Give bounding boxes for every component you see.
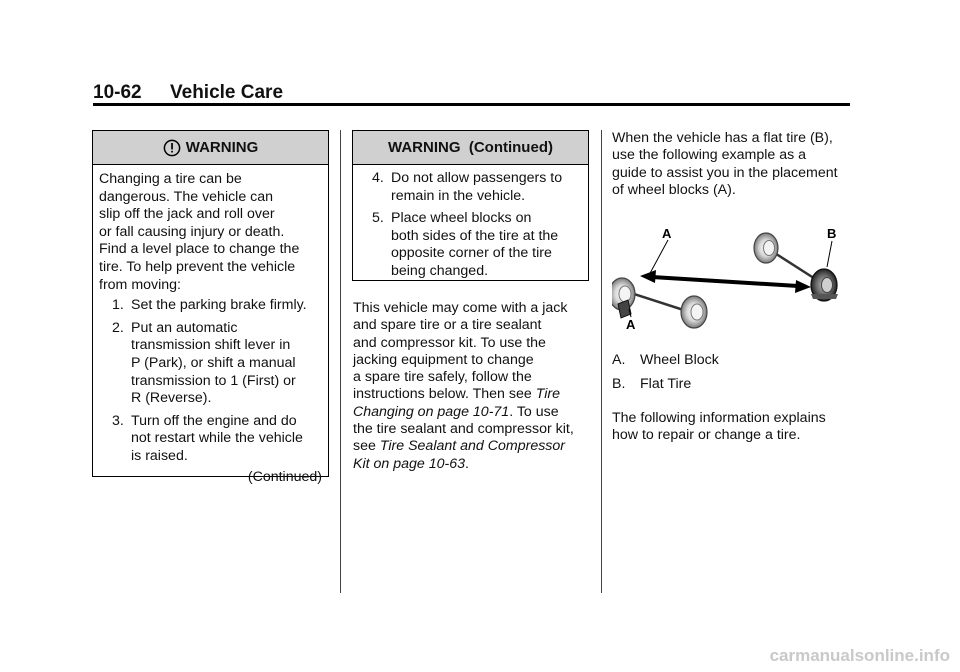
figure-label-b: B: [827, 226, 837, 241]
section-title: Vehicle Care: [170, 82, 284, 103]
figure-legend: [612, 352, 719, 401]
step-line: Turn off the engine and do: [131, 412, 297, 429]
warning-intro-line: dangerous. The vehicle can: [99, 188, 274, 205]
warning-title: WARNING: [185, 139, 259, 156]
step-line: being changed.: [391, 262, 489, 279]
right-intro: [612, 130, 857, 199]
wheel-icon: [681, 296, 707, 328]
legend-text: Wheel Block: [640, 352, 719, 368]
text-line: and compressor kit. To use the: [353, 334, 546, 351]
warning-intro-line: or fall causing injury or death.: [99, 223, 285, 240]
warning-box: [92, 130, 329, 485]
warning-intro-line: slip off the jack and roll over: [99, 206, 275, 223]
column-divider-right: [601, 130, 602, 593]
list-item: [99, 297, 322, 315]
step-line: remain in the vehicle.: [391, 187, 526, 204]
wheel-block-diagram: [612, 222, 852, 337]
middle-paragraph: [353, 300, 593, 473]
warning-intro-line: Changing a tire can be: [99, 171, 242, 187]
column-divider-left: [340, 130, 341, 593]
warning-header: [93, 131, 328, 165]
warning-steps: [359, 170, 582, 281]
text-line: a spare tire safely, follow the: [353, 369, 532, 386]
text-line: the tire sealant and compressor kit,: [353, 421, 574, 438]
header-rule: [93, 103, 850, 106]
text-line: and spare tire or a tire sealant: [353, 317, 542, 334]
diagonal-arrow-icon: [640, 270, 811, 293]
figure-label-a: A: [662, 226, 672, 241]
step-line: both sides of the tire at the: [391, 227, 559, 244]
step-number: 5.: [372, 210, 384, 227]
leader-line: [648, 240, 668, 277]
step-line: Set the parking brake firmly.: [131, 297, 307, 314]
step-line: opposite corner of the tire: [391, 245, 552, 262]
text-line: This vehicle may come with a jack: [353, 300, 568, 316]
step-number: 3.: [112, 412, 124, 429]
step-line: Put an automatic: [131, 319, 238, 336]
warning-body: [353, 165, 588, 290]
step-line: transmission shift lever in: [131, 337, 291, 354]
text-line: [353, 438, 593, 455]
warning-intro-line: Find a level place to change the: [99, 241, 300, 258]
step-line: R (Reverse).: [131, 390, 212, 407]
warning-intro-line: from moving:: [99, 276, 181, 293]
text-line: guide to assist you in the placement: [612, 164, 838, 181]
step-line: Place wheel blocks on: [391, 210, 532, 227]
flat-tire-icon: [811, 269, 838, 301]
leader-line: [827, 241, 832, 267]
list-item: [99, 413, 322, 466]
text-line: When the vehicle has a flat tire (B),: [612, 130, 833, 146]
legend-key: B.: [612, 376, 626, 393]
step-line: P (Park), or shift a manual: [131, 354, 296, 371]
warning-body: [93, 165, 328, 490]
step-number: 1.: [112, 297, 124, 314]
tire-changing-link[interactable]: Changing on page 10-71: [353, 403, 510, 420]
text-line: how to repair or change a tire.: [612, 427, 801, 444]
wheel-icon: [754, 233, 778, 263]
warning-box-continued: [352, 130, 589, 281]
legend-text: Flat Tire: [640, 376, 692, 393]
warning-icon: [163, 139, 181, 157]
text-fragment: .: [465, 455, 469, 472]
text-fragment: instructions below. Then see: [353, 386, 536, 403]
legend-item: [612, 376, 719, 393]
text-fragment: see: [353, 438, 380, 455]
list-item: [99, 320, 322, 408]
step-number: 2.: [112, 319, 124, 336]
right-outro: [612, 410, 857, 445]
legend-item: [612, 352, 719, 369]
tire-sealant-link[interactable]: Kit on page 10-63: [353, 455, 466, 472]
list-item: [359, 170, 582, 205]
text-line: [353, 404, 593, 421]
text-line: of wheel blocks (A).: [612, 181, 736, 198]
step-line: Do not allow passengers to: [391, 170, 563, 186]
continued-note: (Continued): [247, 468, 322, 485]
text-line: The following information explains: [612, 410, 826, 426]
tire-sealant-link[interactable]: Tire Sealant and Compressor: [379, 438, 566, 455]
step-line: not restart while the vehicle: [131, 430, 303, 447]
step-line: transmission to 1 (First) or: [131, 372, 296, 389]
text-line: jacking equipment to change: [353, 351, 534, 368]
figure-label-a: A: [626, 317, 636, 332]
page-number: 10-62: [93, 82, 142, 103]
page-header: [93, 82, 850, 104]
list-item: [359, 210, 582, 280]
warning-intro-line: tire. To help prevent the vehicle: [99, 258, 296, 275]
text-line: [353, 386, 593, 403]
text-line: [353, 456, 593, 473]
warning-header: [353, 131, 588, 165]
warning-steps: [99, 297, 322, 465]
watermark: carmanualsonline.info: [769, 646, 950, 665]
step-line: is raised.: [131, 447, 188, 464]
legend-key: A.: [612, 352, 626, 368]
tire-changing-link[interactable]: Tire: [535, 386, 561, 403]
text-line: use the following example as a: [612, 147, 807, 164]
step-number: 4.: [372, 170, 384, 186]
text-fragment: . To use: [509, 403, 559, 420]
warning-title: WARNING (Continued): [388, 139, 553, 156]
